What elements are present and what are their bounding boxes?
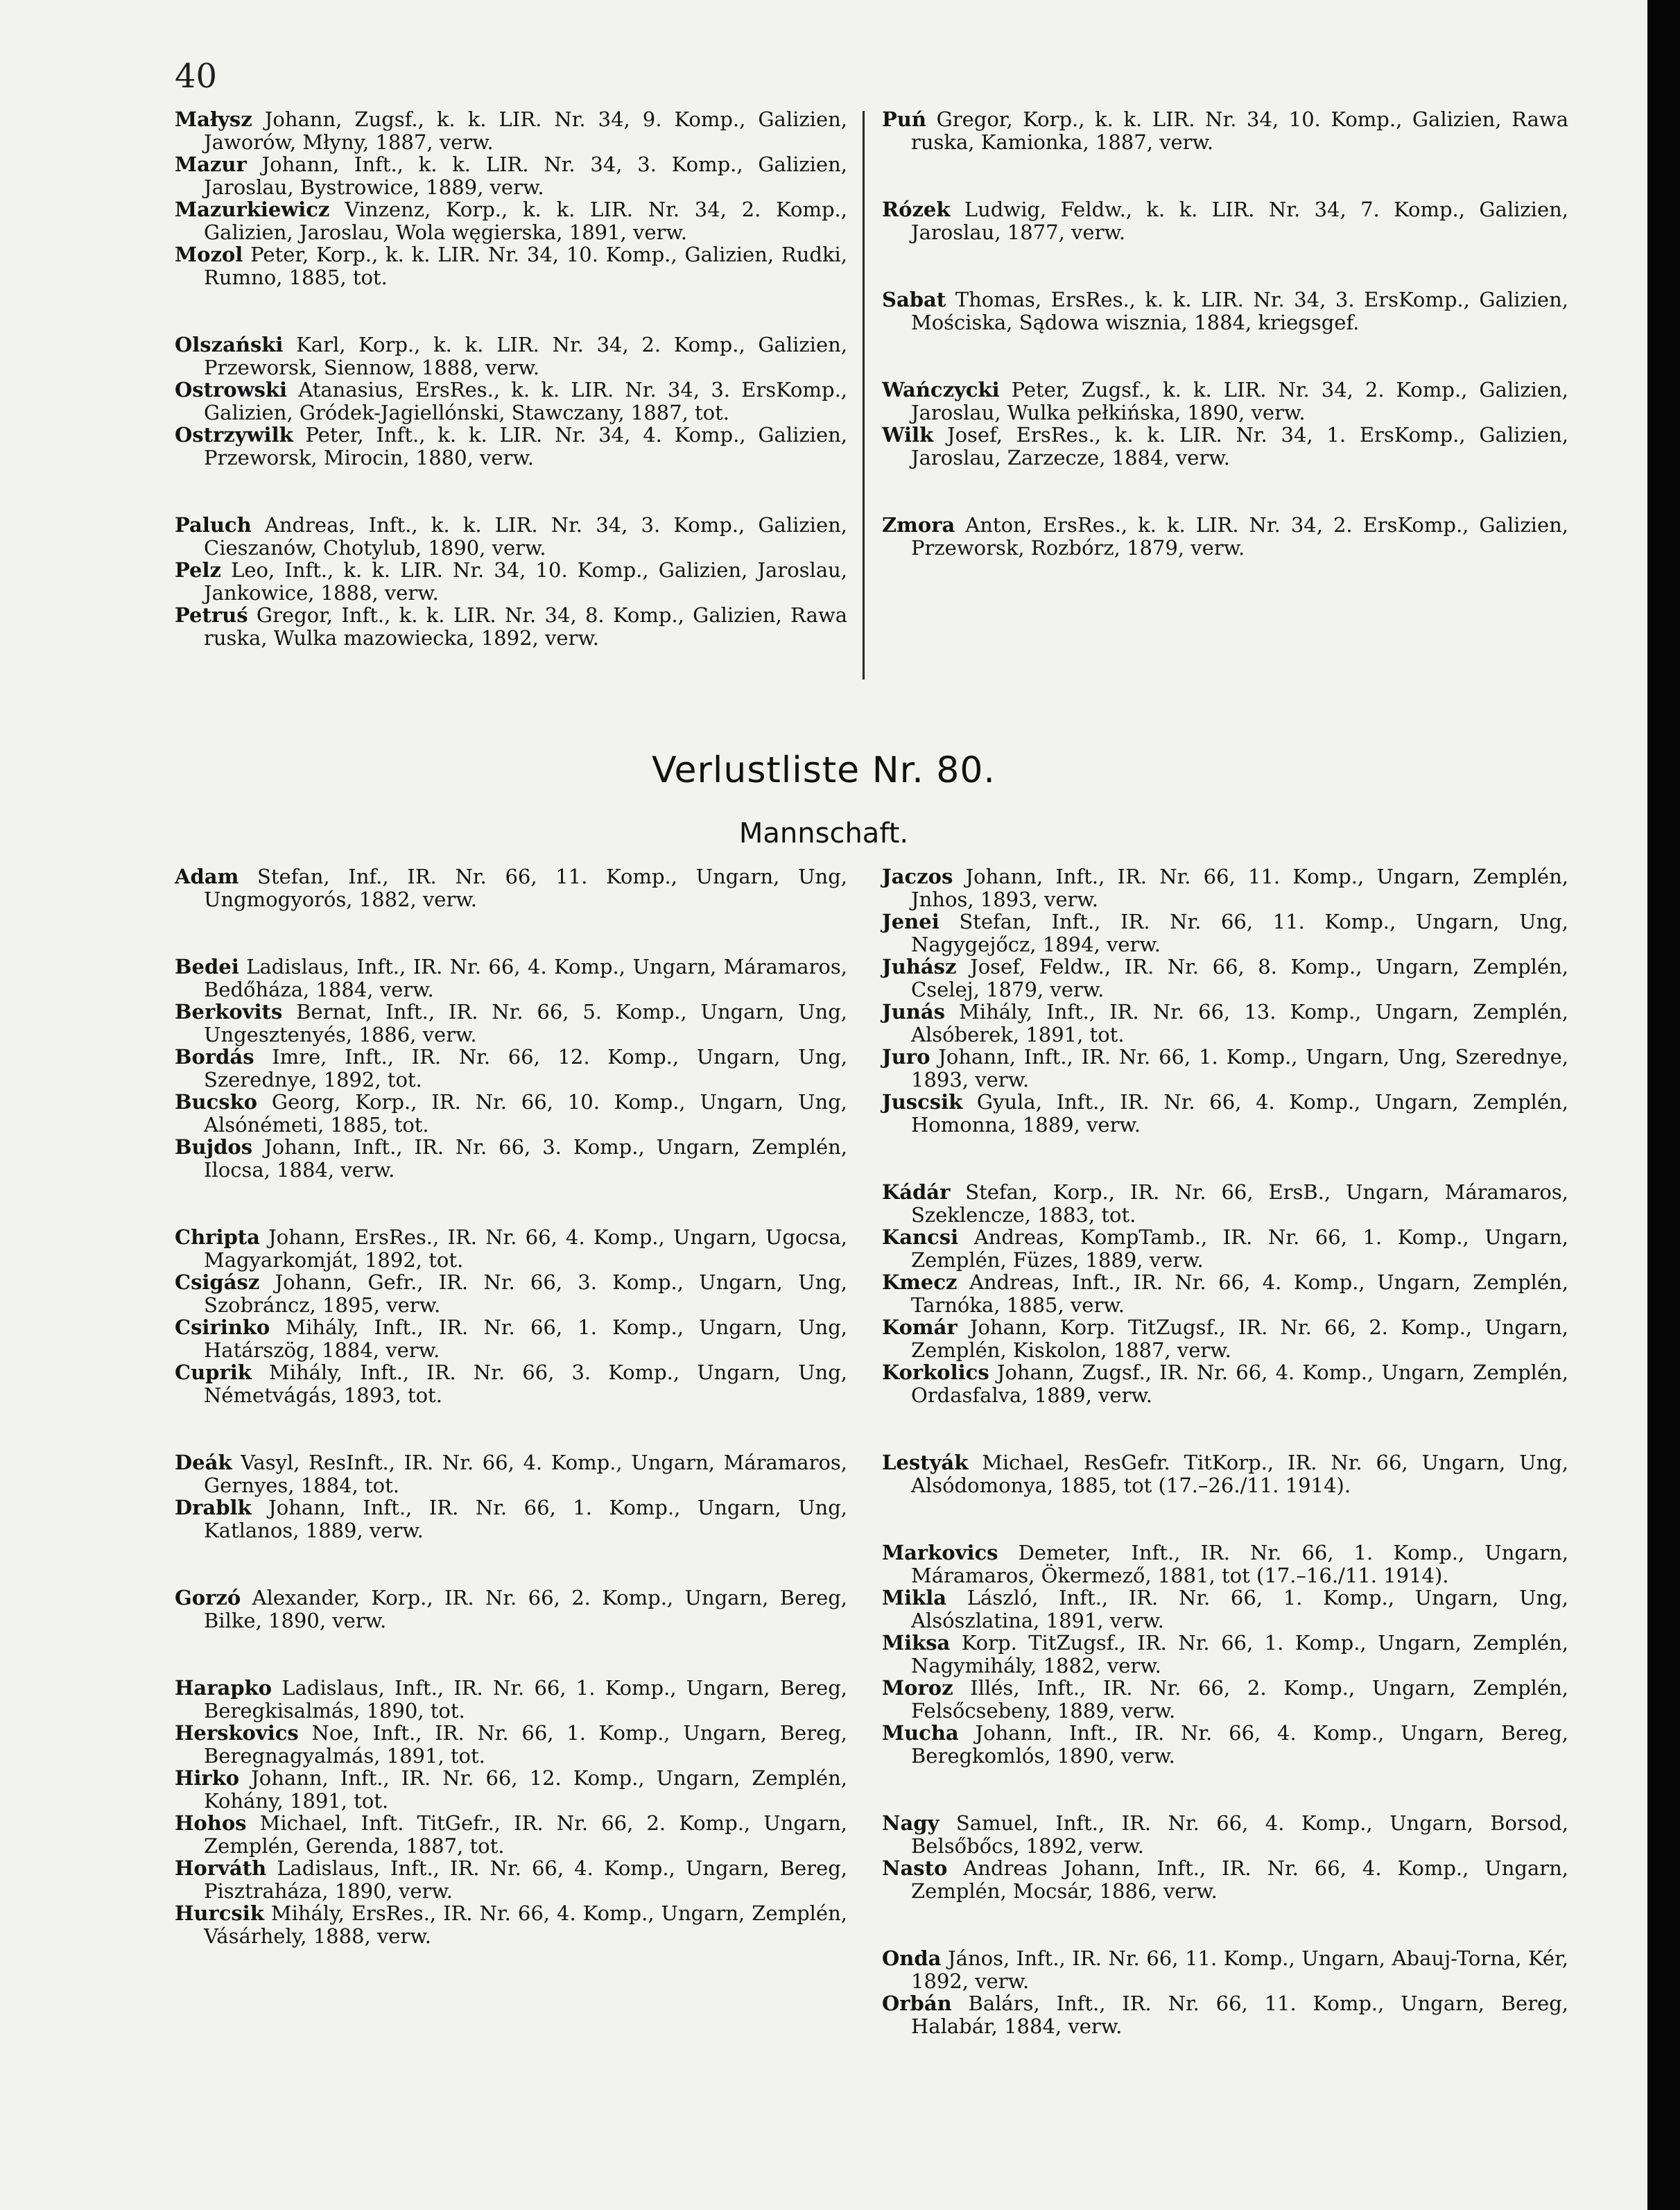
- entry-details: Johann, Korp. TitZugsf., IR. Nr. 66, 2. Komp., Ungarn, Zemplén, Kiskolon, 1887, verw.: [911, 1315, 1569, 1362]
- entry-details: Johann, Inft., IR. Nr. 66, 4. Komp., Ungarn, Bereg, Beregkomlós, 1890, verw.: [911, 1721, 1569, 1768]
- list-entry: [175, 1316, 847, 1361]
- entry-surname: Sabat: [882, 288, 946, 311]
- entry-surname: Jaczos: [882, 865, 953, 888]
- entry-details: Stefan, Inf., IR. Nr. 66, 11. Komp., Ungarn, Ung, Ungmogyorós, 1882, verw.: [204, 865, 848, 911]
- list-entry: [882, 956, 1568, 1001]
- entry-surname: Onda: [882, 1946, 942, 1970]
- entry-details: Johann, Inft., k. k. LIR. Nr. 34, 3. Komp., Galizien, Jaroslau, Bystrowice, 1889, verw.: [204, 153, 847, 199]
- entry-surname: Juro: [882, 1045, 930, 1069]
- entry-surname: Lestyák: [882, 1451, 969, 1474]
- entry-surname: Csirinko: [175, 1315, 270, 1339]
- entry-details: Mihály, Inft., IR. Nr. 66, 3. Komp., Ungarn, Ung, Németvágás, 1893, tot.: [204, 1361, 847, 1407]
- list-entry: [175, 865, 847, 910]
- list-entry: [175, 243, 847, 288]
- entry-surname: Zmora: [882, 513, 955, 537]
- list-entry: [175, 956, 847, 1001]
- entry-surname: Kádár: [882, 1180, 951, 1204]
- entry-surname: Wilk: [882, 423, 934, 447]
- list-entry: [882, 910, 1568, 956]
- entry-details: Stefan, Korp., IR. Nr. 66, ErsB., Ungarn, Máramaros, Szeklencze, 1883, tot.: [911, 1180, 1568, 1227]
- section-title: Verlustliste Nr. 80.: [652, 750, 996, 791]
- column-bottom-left: [175, 865, 847, 1947]
- entry-details: Mihály, ErsRes., IR. Nr. 66, 4. Komp., Ungarn, Zemplén, Vásárhely, 1888, verw.: [204, 1901, 847, 1948]
- entry-gap: [175, 1632, 847, 1677]
- entry-surname: Berkovits: [175, 1000, 283, 1024]
- entry-surname: Hurcsik: [175, 1901, 264, 1925]
- list-entry: [175, 198, 847, 243]
- entry-details: Johann, Gefr., IR. Nr. 66, 3. Komp., Ungarn, Ung, Szobráncz, 1895, verw.: [204, 1270, 848, 1317]
- entry-surname: Adam: [175, 865, 239, 888]
- entry-details: Georg, Korp., IR. Nr. 66, 10. Komp., Ungarn, Ung, Alsónémeti, 1885, tot.: [204, 1090, 847, 1137]
- entry-details: Johann, Inft., IR. Nr. 66, 1. Komp., Ungarn, Ung, Katlanos, 1889, verw.: [204, 1496, 847, 1542]
- list-entry: [882, 1001, 1568, 1046]
- entry-surname: Puń: [882, 107, 926, 131]
- entry-gap: [882, 1902, 1568, 1947]
- entry-surname: Harapko: [175, 1676, 272, 1700]
- entry-details: Mihály, Inft., IR. Nr. 66, 1. Komp., Ungarn, Ung, Határszög, 1884, verw.: [204, 1315, 847, 1362]
- entry-surname: Gorzó: [175, 1586, 241, 1609]
- list-entry: [882, 379, 1568, 424]
- entry-surname: Mucha: [882, 1721, 959, 1745]
- list-entry: [175, 153, 847, 198]
- list-entry: [175, 1857, 847, 1902]
- entry-details: Andreas Johann, Inft., IR. Nr. 66, 4. Komp., Ungarn, Zemplén, Mocsár, 1886, verw.: [911, 1856, 1568, 1903]
- list-entry: [175, 559, 847, 604]
- column-top-right: [882, 108, 1568, 559]
- entry-surname: Markovics: [882, 1541, 998, 1564]
- entry-details: Noe, Inft., IR. Nr. 66, 1. Komp., Ungarn, Bereg, Beregnagyalmás, 1891, tot.: [204, 1721, 848, 1768]
- list-entry: [175, 1271, 847, 1316]
- entry-surname: Małysz: [175, 107, 252, 131]
- list-entry: [882, 1632, 1568, 1677]
- entry-details: Alexander, Korp., IR. Nr. 66, 2. Komp., Ungarn, Bereg, Bilke, 1890, verw.: [204, 1586, 848, 1632]
- entry-surname: Petruś: [175, 603, 248, 627]
- entry-details: Johann, Inft., IR. Nr. 66, 11. Komp., Ungarn, Zemplén, Jnhos, 1893, verw.: [911, 865, 1568, 911]
- entry-surname: Jenei: [882, 910, 939, 933]
- list-entry: [882, 1947, 1568, 1992]
- entry-surname: Juhász: [882, 955, 957, 978]
- list-entry: [882, 1812, 1568, 1857]
- list-entry: [882, 1316, 1568, 1361]
- entry-gap: [175, 1542, 847, 1587]
- entry-details: Vasyl, ResInft., IR. Nr. 66, 4. Komp., Ungarn, Máramaros, Gernyes, 1884, tot.: [204, 1451, 847, 1497]
- entry-surname: Junás: [882, 1000, 946, 1024]
- list-entry: [882, 1046, 1568, 1091]
- entry-details: Mihály, Inft., IR. Nr. 66, 13. Komp., Ungarn, Zemplén, Alsóberek, 1891, tot.: [911, 1000, 1569, 1046]
- list-entry: [882, 1677, 1568, 1722]
- entry-surname: Nasto: [882, 1856, 948, 1880]
- list-entry: [175, 1902, 847, 1947]
- entry-details: Ladislaus, Inft., IR. Nr. 66, 4. Komp., Ungarn, Bereg, Pisztraháza, 1890, verw.: [204, 1856, 847, 1903]
- entry-details: Michael, Inft. TitGefr., IR. Nr. 66, 2. Komp., Ungarn, Zemplén, Gerenda, 1887, tot.: [204, 1811, 848, 1858]
- entry-gap: [175, 1406, 847, 1451]
- entry-gap: [882, 1767, 1568, 1812]
- entry-details: Bernat, Inft., IR. Nr. 66, 5. Komp., Ungarn, Ung, Ungesztenyés, 1886, verw.: [204, 1000, 848, 1046]
- entry-surname: Cuprik: [175, 1361, 252, 1384]
- entry-details: Peter, Korp., k. k. LIR. Nr. 34, 10. Komp., Galizien, Rudki, Rumno, 1885, tot.: [204, 243, 848, 289]
- list-entry: [175, 424, 847, 469]
- page-number: 40: [175, 57, 218, 96]
- scan-border: [1647, 0, 1680, 2210]
- list-entry: [882, 1542, 1568, 1587]
- list-entry: [175, 1226, 847, 1271]
- entry-details: Demeter, Inft., IR. Nr. 66, 1. Komp., Ungarn, Máramaros, Ökermező, 1881, tot (17.–16./11. 1914).: [911, 1541, 1569, 1587]
- entry-surname: Mazurkiewicz: [175, 198, 330, 221]
- list-entry: [175, 379, 847, 424]
- entry-details: Ludwig, Feldw., k. k. LIR. Nr. 34, 7. Komp., Galizien, Jaroslau, 1877, verw.: [911, 198, 1569, 244]
- list-entry: [175, 1587, 847, 1632]
- entry-surname: Olszański: [175, 333, 284, 356]
- entry-surname: Bordás: [175, 1045, 254, 1069]
- list-entry: [882, 424, 1568, 469]
- list-entry: [175, 1451, 847, 1496]
- list-entry: [175, 1496, 847, 1542]
- entry-details: Illés, Inft., IR. Nr. 66, 2. Komp., Ungarn, Zemplén, Felsőcsebeny, 1889, verw.: [911, 1676, 1569, 1723]
- list-entry: [175, 1136, 847, 1181]
- entry-details: Karl, Korp., k. k. LIR. Nr. 34, 2. Komp., Galizien, Przeworsk, Siennow, 1888, verw.: [204, 333, 848, 379]
- list-entry: [175, 604, 847, 649]
- entry-details: Leo, Inft., k. k. LIR. Nr. 34, 10. Komp., Galizien, Jaroslau, Jankowice, 1888, verw.: [204, 558, 848, 605]
- entry-surname: Bucsko: [175, 1090, 258, 1114]
- entry-details: Thomas, ErsRes., k. k. LIR. Nr. 34, 3. ErsKomp., Galizien, Mościska, Sądowa wisznia, 1884, kriegsgef.: [911, 288, 1568, 334]
- column-top-left: [175, 108, 847, 649]
- entry-details: Gregor, Inft., k. k. LIR. Nr. 34, 8. Komp., Galizien, Rawa ruska, Wulka mazowiecka, 1892, verw.: [204, 603, 847, 650]
- entry-details: Johann, Zugsf., IR. Nr. 66, 4. Komp., Ungarn, Zemplén, Ordasfalva, 1889, verw.: [911, 1361, 1568, 1407]
- entry-surname: Nagy: [882, 1811, 939, 1835]
- column-divider: [863, 111, 865, 680]
- list-entry: [882, 108, 1568, 153]
- list-entry: [882, 1722, 1568, 1767]
- list-entry: [175, 1091, 847, 1136]
- entry-details: Imre, Inft., IR. Nr. 66, 12. Komp., Ungarn, Ung, Szerednye, 1892, tot.: [204, 1045, 847, 1091]
- entry-details: Andreas, KompTamb., IR. Nr. 66, 1. Komp., Ungarn, Zemplén, Füzes, 1889, verw.: [911, 1225, 1568, 1272]
- entry-gap: [175, 910, 847, 956]
- entry-surname: Hohos: [175, 1811, 247, 1835]
- entry-details: Andreas, Inft., k. k. LIR. Nr. 34, 3. Komp., Galizien, Cieszanów, Chotylub, 1890, verw.: [204, 513, 848, 560]
- entry-surname: Pelz: [175, 558, 221, 582]
- entry-details: Korp. TitZugsf., IR. Nr. 66, 1. Komp., Ungarn, Zemplén, Nagymihály, 1882, verw.: [911, 1631, 1568, 1677]
- entry-details: Ladislaus, Inft., IR. Nr. 66, 1. Komp., Ungarn, Bereg, Beregkisalmás, 1890, tot.: [204, 1676, 847, 1723]
- entry-details: Josef, ErsRes., k. k. LIR. Nr. 34, 1. ErsKomp., Galizien, Jaroslau, Zarzecze, 1884, verw.: [911, 423, 1569, 469]
- entry-details: Johann, Inft., IR. Nr. 66, 1. Komp., Ungarn, Ung, Szerednye, 1893, verw.: [911, 1045, 1568, 1091]
- entry-surname: Rózek: [882, 198, 951, 221]
- entry-gap: [175, 288, 847, 334]
- entry-details: László, Inft., IR. Nr. 66, 1. Komp., Ungarn, Ung, Alsószlatina, 1891, verw.: [911, 1586, 1569, 1632]
- list-entry: [175, 1722, 847, 1767]
- entry-surname: Hirko: [175, 1766, 240, 1790]
- entry-surname: Mozol: [175, 243, 243, 266]
- entry-surname: Chripta: [175, 1225, 260, 1249]
- list-entry: [882, 1091, 1568, 1136]
- entry-surname: Horváth: [175, 1856, 267, 1880]
- entry-surname: Ostrowski: [175, 378, 288, 402]
- entry-surname: Mazur: [175, 153, 247, 176]
- entry-details: Peter, Inft., k. k. LIR. Nr. 34, 4. Komp., Galizien, Przeworsk, Mirocin, 1880, verw.: [204, 423, 848, 469]
- list-entry: [175, 1812, 847, 1857]
- entry-surname: Drablk: [175, 1496, 252, 1519]
- entry-gap: [882, 334, 1568, 379]
- entry-details: Vinzenz, Korp., k. k. LIR. Nr. 34, 2. Komp., Galizien, Jaroslau, Wola węgierska, 1891, verw.: [204, 198, 847, 244]
- entry-surname: Kancsi: [882, 1225, 959, 1249]
- list-entry: [882, 288, 1568, 334]
- entry-surname: Deák: [175, 1451, 232, 1474]
- entry-details: Balárs, Inft., IR. Nr. 66, 11. Komp., Ungarn, Bereg, Halabár, 1884, verw.: [911, 1992, 1568, 2038]
- list-entry: [882, 1361, 1568, 1406]
- entry-details: Gyula, Inft., IR. Nr. 66, 4. Komp., Ungarn, Zemplén, Homonna, 1889, verw.: [911, 1090, 1569, 1137]
- list-entry: [882, 1271, 1568, 1316]
- list-entry: [882, 1226, 1568, 1271]
- entry-details: Samuel, Inft., IR. Nr. 66, 4. Komp., Ungarn, Borsod, Belsőbőcs, 1892, verw.: [911, 1811, 1569, 1858]
- entry-details: Peter, Zugsf., k. k. LIR. Nr. 34, 2. Komp., Galizien, Jaroslau, Wulka pełkińska, 1890, verw.: [911, 378, 1569, 424]
- list-entry: [882, 865, 1568, 910]
- list-entry: [175, 1046, 847, 1091]
- entry-surname: Mikla: [882, 1586, 947, 1609]
- entry-details: Michael, ResGefr. TitKorp., IR. Nr. 66, Ungarn, Ung, Alsódomonya, 1885, tot (17.–26./11. 1914).: [911, 1451, 1568, 1497]
- list-entry: [882, 1857, 1568, 1902]
- entry-gap: [175, 1181, 847, 1226]
- entry-gap: [882, 243, 1568, 288]
- entry-details: Johann, ErsRes., IR. Nr. 66, 4. Komp., Ungarn, Ugocsa, Magyarkomját, 1892, tot.: [204, 1225, 847, 1272]
- entry-details: János, Inft., IR. Nr. 66, 11. Komp., Ungarn, Abauj-Torna, Kér, 1892, verw.: [911, 1946, 1568, 1993]
- entry-surname: Paluch: [175, 513, 252, 537]
- entry-surname: Kmecz: [882, 1270, 958, 1294]
- section-subtitle: Mannschaft.: [738, 818, 909, 849]
- entry-surname: Ostrzywilk: [175, 423, 293, 447]
- entry-details: Johann, Zugsf., k. k. LIR. Nr. 34, 9. Komp., Galizien, Jaworów, Młyny, 1887, verw.: [204, 107, 848, 154]
- entry-gap: [882, 469, 1568, 514]
- column-bottom-right: [882, 865, 1568, 2037]
- list-entry: [175, 514, 847, 559]
- entry-surname: Bujdos: [175, 1135, 253, 1159]
- entry-details: Johann, Inft., IR. Nr. 66, 3. Komp., Ungarn, Zemplén, Ilocsa, 1884, verw.: [204, 1135, 847, 1182]
- entry-surname: Juscsik: [882, 1090, 963, 1114]
- entry-surname: Orbán: [882, 1992, 952, 2015]
- list-entry: [175, 1361, 847, 1406]
- list-entry: [882, 1451, 1568, 1496]
- list-entry: [175, 1677, 847, 1722]
- entry-details: Atanasius, ErsRes., k. k. LIR. Nr. 34, 3. ErsKomp., Galizien, Gródek-Jagiellónski, Stawczany, 1887, tot.: [204, 378, 848, 424]
- list-entry: [882, 1587, 1568, 1632]
- list-entry: [882, 514, 1568, 559]
- list-entry: [175, 1767, 847, 1812]
- entry-details: Gregor, Korp., k. k. LIR. Nr. 34, 10. Komp., Galizien, Rawa ruska, Kamionka, 1887, verw.: [911, 107, 1568, 154]
- list-entry: [175, 108, 847, 153]
- entry-surname: Wańczycki: [882, 378, 1000, 402]
- entry-surname: Komár: [882, 1315, 958, 1339]
- entry-gap: [882, 1136, 1568, 1181]
- entry-gap: [175, 469, 847, 514]
- entry-details: Stefan, Inft., IR. Nr. 66, 11. Komp., Ungarn, Ung, Nagygejőcz, 1894, verw.: [911, 910, 1569, 956]
- entry-surname: Moroz: [882, 1676, 953, 1700]
- entry-surname: Korkolics: [882, 1361, 989, 1384]
- entry-surname: Bedei: [175, 955, 239, 978]
- entry-details: Josef, Feldw., IR. Nr. 66, 8. Komp., Ungarn, Zemplén, Cselej, 1879, verw.: [911, 955, 1569, 1001]
- list-entry: [882, 1181, 1568, 1226]
- entry-details: Ladislaus, Inft., IR. Nr. 66, 4. Komp., Ungarn, Máramaros, Bedőháza, 1884, verw.: [204, 955, 847, 1001]
- list-entry: [882, 198, 1568, 243]
- entry-surname: Herskovics: [175, 1721, 299, 1745]
- list-entry: [175, 1001, 847, 1046]
- entry-details: Johann, Inft., IR. Nr. 66, 12. Komp., Ungarn, Zemplén, Kohány, 1891, tot.: [204, 1766, 847, 1813]
- entry-details: Anton, ErsRes., k. k. LIR. Nr. 34, 2. ErsKomp., Galizien, Przeworsk, Rozbórz, 1879, verw.: [911, 513, 1569, 560]
- entry-gap: [882, 1496, 1568, 1542]
- entry-gap: [882, 153, 1568, 198]
- list-entry: [175, 334, 847, 379]
- entry-gap: [882, 1406, 1568, 1451]
- list-entry: [882, 1992, 1568, 2037]
- entry-details: Andreas, Inft., IR. Nr. 66, 4. Komp., Ungarn, Zemplén, Tarnóka, 1885, verw.: [911, 1270, 1569, 1317]
- entry-surname: Csigász: [175, 1270, 260, 1294]
- entry-surname: Miksa: [882, 1631, 951, 1655]
